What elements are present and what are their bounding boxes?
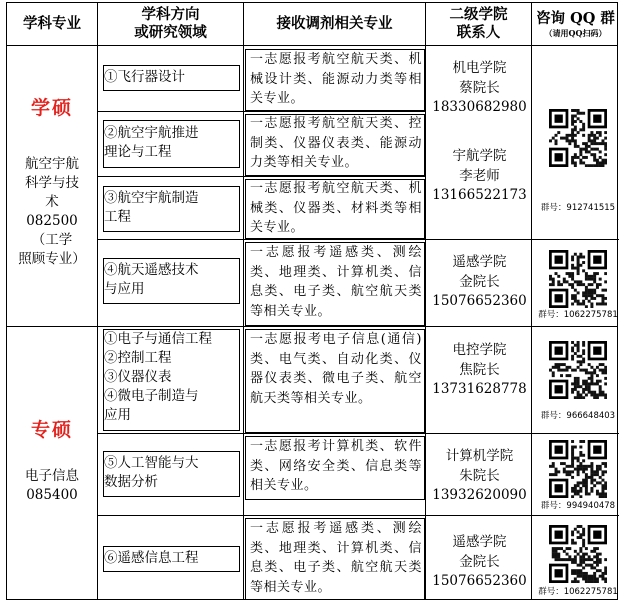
majors-6: 一志愿报考计算机类、软件类、网络安全类、信息类等相关专业。: [250, 439, 422, 493]
grid-line: [243, 3, 244, 599]
header-direction: 学科方向 或研究领域: [134, 6, 207, 41]
qq-group-number: 群号：1062275781: [538, 310, 618, 320]
qq-group-number: 群号：912741515: [540, 203, 616, 213]
qq-qr-code[interactable]: [549, 440, 607, 498]
majors-5: 一志愿报考电子信息(通信)类、电气类、自动化类、仪器仪表类、微电子类、航空航天类等相关专业。: [250, 332, 422, 406]
header-subject: 学科专业: [23, 15, 81, 32]
grid-line: [425, 3, 426, 599]
grid-line: [97, 239, 619, 240]
contact-jisuanji: 计算机学院 朱院长 13932620090: [432, 448, 527, 503]
direction-2: ②航空宇航推进 理论与工程: [104, 125, 199, 160]
direction-1: ①飞行器设计: [104, 69, 185, 85]
grid-line: [97, 176, 425, 177]
contact-diankong: 电控学院 焦院长 13731628778: [432, 342, 527, 397]
majors-7: 一志愿报考遥感类、测绘类、地理类、计算机类、信息类、电子类、航空航天类等相关专业。: [250, 521, 422, 595]
grid-line: [7, 45, 617, 46]
zhuanshuo-name: 电子信息 085400: [25, 468, 79, 503]
qq-qr-code[interactable]: [549, 250, 607, 308]
contact-yaogan-2: 遥感学院 金院长 15076652360: [432, 534, 527, 589]
direction-3: ③航空宇航制造 工程: [104, 190, 199, 225]
majors-1: 一志愿报考航空航天类、机械设计类、能源动力类等相关专业。: [250, 52, 422, 106]
qq-qr-code[interactable]: [549, 109, 607, 167]
grid-line: [97, 515, 619, 516]
direction-4: ④航天遥感技术 与应用: [104, 262, 199, 297]
xueshuo-name: 航空宇航 科学与技 术 082500 （工学 照顾专业）: [18, 156, 86, 267]
xueshuo-type: 学硕: [30, 97, 73, 119]
direction-6: ⑤人工智能与大 数据分析: [104, 455, 199, 490]
qq-group-number: 群号：966648403: [540, 411, 616, 421]
qq-qr-code[interactable]: [549, 525, 607, 583]
grid-line: [7, 326, 617, 327]
direction-7: ⑥遥感信息工程: [104, 550, 199, 566]
qq-group-number: 群号：1062275781: [538, 587, 618, 597]
grid-line: [531, 3, 532, 599]
zhuanshuo-subject: [7, 421, 97, 440]
qq-group-number: 群号：994940478: [540, 501, 616, 511]
majors-4: 一志愿报考遥感类、测绘类、地理类、计算机类、信息类、电子类、航空航天类等相关专业。: [250, 245, 422, 319]
qq-qr-code[interactable]: [549, 341, 607, 399]
grid-line: [97, 111, 425, 112]
grid-line: [97, 433, 619, 434]
contact-yaogan: 遥感学院 金院长 15076652360: [432, 254, 527, 309]
contact-yuhang: 宇航学院 李老师 13166522173: [432, 148, 527, 203]
header-majors: 接收调剂相关专业: [276, 15, 393, 32]
xueshuo-subject: [7, 99, 97, 118]
majors-3: 一志愿报考航空航天类、机械类、仪器类、材料类等相关专业。: [250, 181, 422, 235]
header-qq: 咨询 QQ 群 （请用QQ扫码）: [536, 10, 615, 38]
zhuanshuo-type: 专硕: [30, 419, 73, 441]
majors-2: 一志愿报考航空航天类、控制类、仪器仪表类、能源动力类等相关专业。: [250, 116, 422, 170]
grid-line: [97, 3, 98, 599]
direction-5: ①电子与通信工程 ②控制工程 ③仪器仪表 ④微电子制造与 应用: [104, 331, 212, 423]
contact-jidian: 机电学院 蔡院长 18330682980: [432, 60, 527, 115]
enrollment-table: [6, 2, 618, 600]
header-contact: 二级学院 联系人: [449, 6, 508, 41]
